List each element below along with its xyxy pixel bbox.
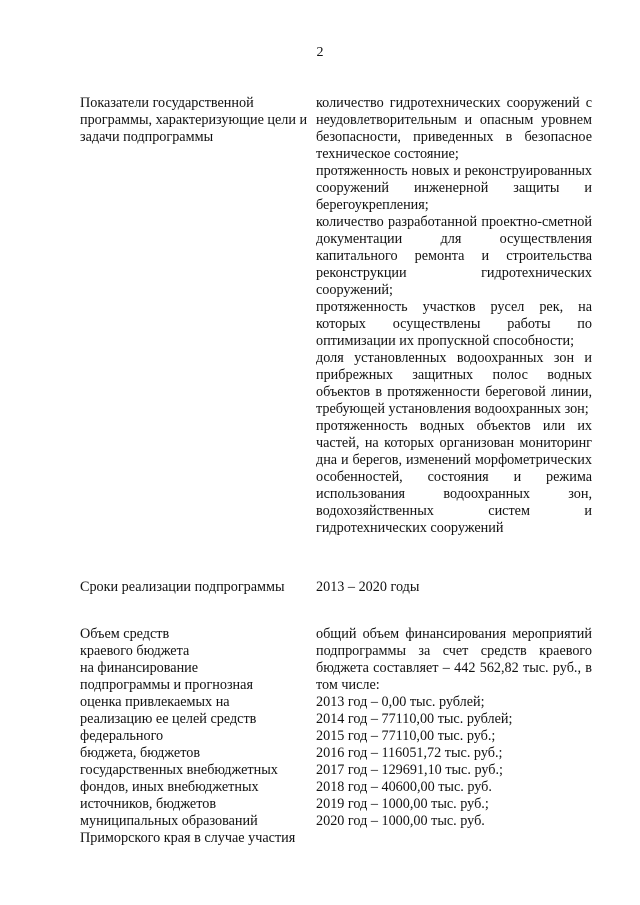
funding-label-line: федерального bbox=[80, 728, 164, 744]
funding-intro: общий объем финансирования мероприятий подпрограммы за счет средств краевого бюджета составляет – 442 562,82 тыс. руб., в том числе: bbox=[316, 626, 592, 693]
funding-year: 2013 год – 0,00 тыс. рублей; bbox=[316, 694, 485, 710]
funding-label-line: Объем средств bbox=[80, 626, 170, 642]
indicator-item: протяженность новых и реконструированных сооружений инженерной защиты и берегоукрепления; bbox=[316, 163, 592, 213]
indicator-item: количество разработанной проектно-сметной документации для осуществления капитального ремонта и строительства реконструкции гидротехнических сооружений; bbox=[316, 214, 592, 298]
funding-label-line: на финансирование bbox=[80, 660, 199, 676]
funding-label-line: Приморского края в случае участия bbox=[80, 830, 296, 846]
funding-label-line: реализацию ее целей средств bbox=[80, 711, 257, 727]
indicators-list bbox=[316, 95, 592, 537]
funding-year: 2015 год – 77110,00 тыс. руб.; bbox=[316, 728, 496, 744]
term-label: Сроки реализации подпрограммы bbox=[80, 579, 285, 595]
funding-year: 2017 год – 129691,10 тыс. руб.; bbox=[316, 762, 503, 778]
funding-year: 2019 год – 1000,00 тыс. руб.; bbox=[316, 796, 489, 812]
funding-year: 2018 год – 40600,00 тыс. руб. bbox=[316, 779, 492, 795]
term-value: 2013 – 2020 годы bbox=[316, 579, 420, 595]
funding-label bbox=[80, 626, 308, 847]
funding-label-line: оценка привлекаемых на bbox=[80, 694, 230, 710]
page-number: 2 bbox=[316, 45, 324, 60]
funding-label-line: фондов, иных внебюджетных bbox=[80, 779, 259, 795]
indicator-item: протяженность участков русел рек, на которых осуществлены работы по оптимизации их пропускной способности; bbox=[316, 299, 592, 349]
indicator-item: количество гидротехнических сооружений с неудовлетворительным и опасным уровнем безопасности, приведенных в безопасное техническое состояние; bbox=[316, 95, 592, 162]
indicators-label: Показатели государственной программы, характеризующие цели и задачи подпрограммы bbox=[80, 95, 308, 145]
funding-label-line: муниципальных образований bbox=[80, 813, 258, 829]
funding-label-line: бюджета, бюджетов bbox=[80, 745, 201, 761]
indicator-item: доля установленных водоохранных зон и прибрежных защитных полос водных объектов в протяженности береговой линии, требующей установления водоохранных зон; bbox=[316, 350, 592, 417]
funding-year: 2016 год – 116051,72 тыс. руб.; bbox=[316, 745, 503, 761]
funding-value bbox=[316, 626, 592, 830]
funding-year: 2014 год – 77110,00 тыс. рублей; bbox=[316, 711, 513, 727]
indicator-item: протяженность водных объектов или их частей, на которых организован мониторинг дна и берегов, изменений морфометрических особенностей, состояния и режима использования водоохранных зон, водохозяйственных систем и гидротехнических сооружений bbox=[316, 418, 592, 536]
funding-label-line: краевого бюджета bbox=[80, 643, 190, 659]
funding-year: 2020 год – 1000,00 тыс. руб. bbox=[316, 813, 485, 829]
funding-label-line: источников, бюджетов bbox=[80, 796, 217, 812]
funding-label-line: подпрограммы и прогнозная bbox=[80, 677, 253, 693]
funding-label-line: государственных внебюджетных bbox=[80, 762, 278, 778]
